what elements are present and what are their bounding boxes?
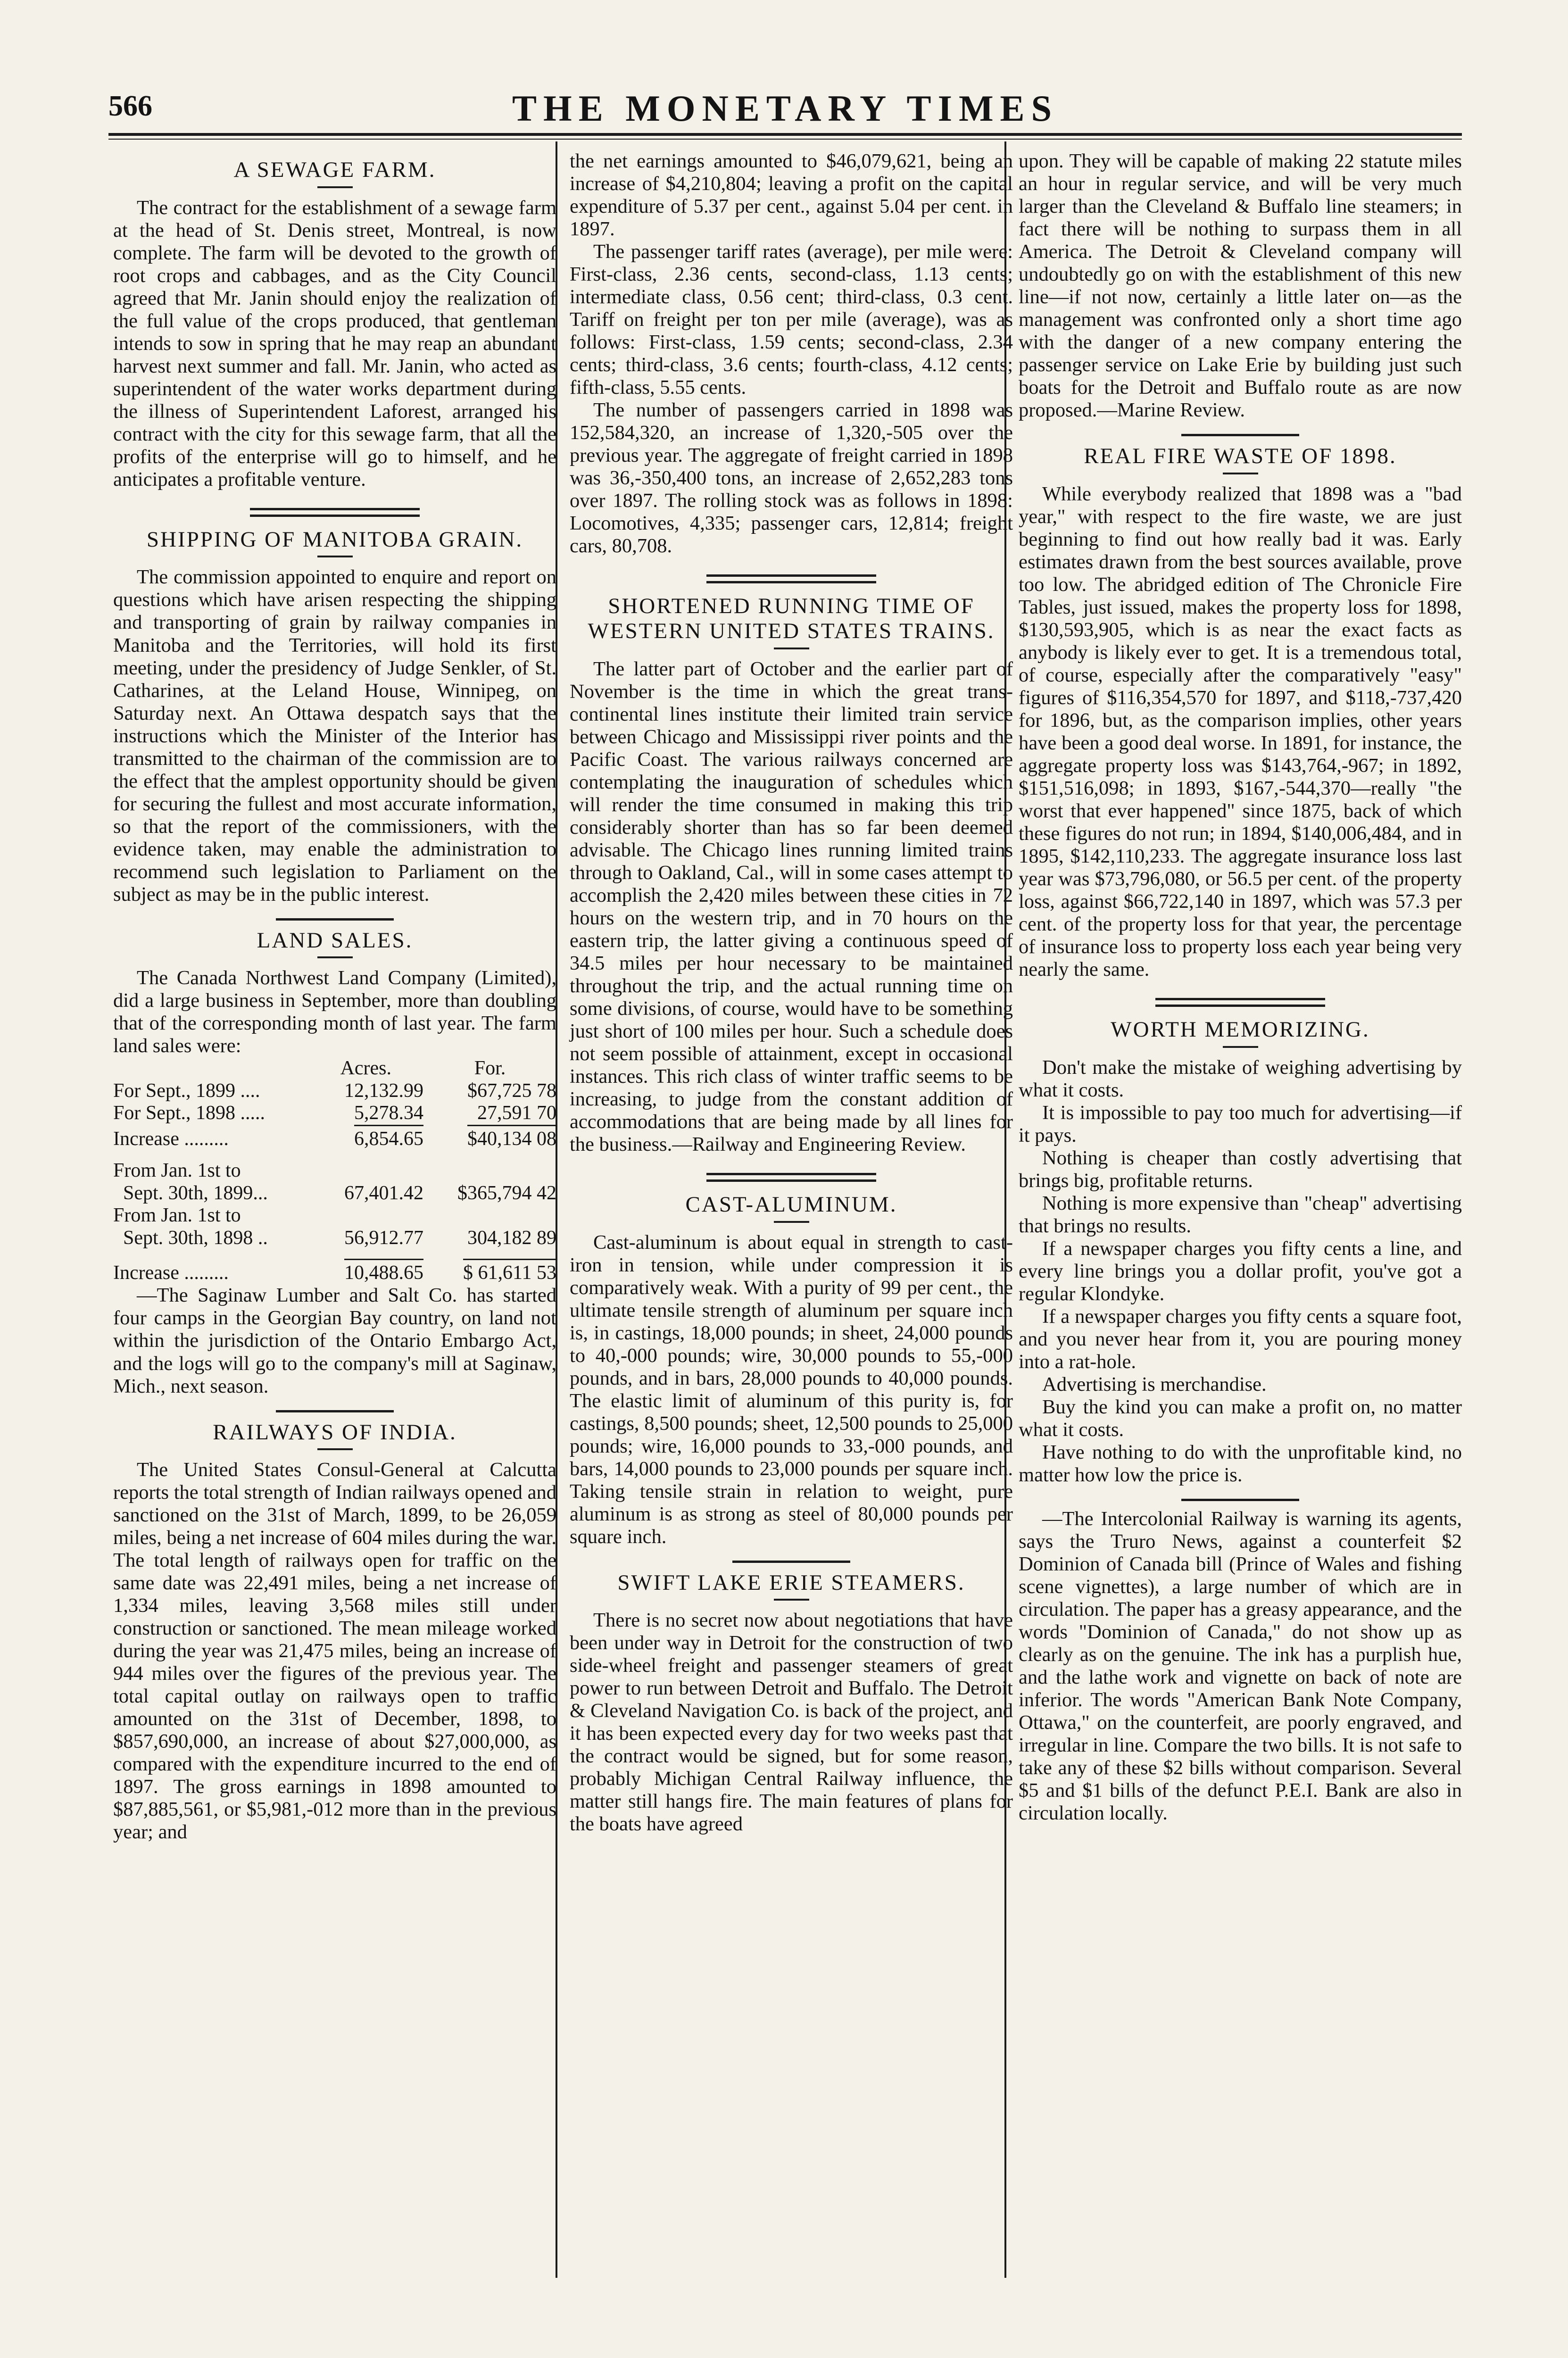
page-number: 566 — [108, 90, 152, 122]
article-separator — [732, 1561, 850, 1563]
article-paragraph: Nothing is more expensive than "cheap" advertising that brings no results. — [1019, 1192, 1462, 1237]
row-label — [113, 1204, 308, 1249]
cell-acres: 67,401.42 — [344, 1182, 423, 1204]
article-paragraph: The contract for the establishment of a sewage farm at the head of St. Denis street, Montreal, is now complete. The farm will be devoted to the growth of root crops and cabbages, and as the City Council agreed that Mr. Janin should enjoy the realization of the full value of the crops produced, that gentleman intends to sow in spring that he may reap an abundant harvest next summer and fall. Mr. Janin, who acted as superintendent of the water works department during the illness of Superintendent Laforest, arranged his contract with the city for this sewage farm, that all the profits of the enterprise will go to himself, and he anticipates a profitable venture. — [113, 196, 556, 490]
row-label-line: From Jan. 1st to — [113, 1160, 241, 1182]
article-intercolonial-counterfeit — [1019, 1508, 1462, 1825]
article-sewage-farm — [113, 158, 556, 491]
title-rule — [1223, 1046, 1258, 1048]
article-paragraph: The commission appointed to enquire and report on questions which have arisen respecting the shipping and transporting of grain by railway companies in Manitoba and the Territories, will hold its first meeting, under the presidency of Judge Senkler, of St. Catharines, at the Leland House, Winnipeg, on Saturday next. An Ottawa despatch says that the instructions which the Minister of the Interior has transmitted to the chairman of the commission are to the effect that the amplest opportunity should be given for securing the fullest and most accurate information, so that the report of the commissioners, with the evidence taken, may enable the administration to recommend such legislation to Parliament on the subject as may be in the public interest. — [113, 566, 556, 905]
article-title: CAST-ALUMINUM. — [685, 1192, 897, 1217]
article-separator — [1155, 998, 1325, 1007]
article-shortened-running-time — [570, 594, 1013, 1156]
land-sales-table — [113, 1057, 556, 1284]
article-separator — [706, 574, 876, 583]
article-paragraph: The passenger tariff rates (average), per mile were: First-class, 2.36 cents, second-class, 1.13 cents; intermediate class, 0.56 cent; third-class, 0.3 cent. Tariff on freight per ton per mile (average), was as follows: First-class, 1.59 cents; second-class, 2.34 cents; third-class, 3.6 cents; fourth-class, 4.12 cents; fifth-class, 5.55 cents. — [570, 241, 1013, 399]
title-rule — [774, 648, 809, 649]
table-row — [113, 1160, 556, 1204]
article-paragraph: Buy the kind you can make a profit on, no matter what it costs. — [1019, 1396, 1462, 1441]
article-separator — [276, 918, 394, 921]
cell-amount — [423, 1259, 556, 1284]
article-cast-aluminum — [570, 1192, 1013, 1548]
column-3 — [1019, 150, 1462, 1825]
article-paragraph: Have nothing to do with the unprofitable kind, no matter how low the price is. — [1019, 1441, 1462, 1486]
article-separator — [250, 508, 420, 517]
article-land-sales — [113, 928, 556, 1398]
article-title: RAILWAYS OF INDIA. — [213, 1420, 457, 1445]
cell-acres: 56,912.77 — [344, 1227, 423, 1249]
table-row-increase — [113, 1125, 556, 1150]
title-rule — [774, 1221, 809, 1223]
cell-acres-value: 10,488.65 — [344, 1259, 423, 1284]
row-label: Increase ......... — [113, 1128, 229, 1150]
article-separator — [706, 1173, 876, 1182]
row-label-line: Sept. 30th, 1898 .. — [123, 1227, 268, 1249]
article-title: SWIFT LAKE ERIE STEAMERS. — [617, 1570, 965, 1595]
article-paragraph: It is impossible to pay too much for advertising—if it pays. — [1019, 1101, 1462, 1146]
cell-amount-value: $40,134 08 — [467, 1125, 556, 1150]
table-row — [113, 1102, 556, 1124]
title-rule — [317, 1448, 353, 1450]
article-lake-erie-steamers-continued — [1019, 150, 1462, 422]
article-paragraph: If a newspaper charges you fifty cents a square foot, and you never hear from it, you are pouring money into a rat-hole. — [1019, 1305, 1462, 1373]
article-real-fire-waste — [1019, 444, 1462, 981]
article-paragraph: —The Saginaw Lumber and Salt Co. has started four camps in the Georgian Bay country, on land not within the jurisdiction of the Ontario Embargo Act, and the logs will go to the company's mill at Saginaw, Mich., next season. — [113, 1284, 556, 1397]
article-railways-india — [113, 1420, 556, 1844]
article-paragraph: The latter part of October and the earlier part of November is the time in which the great trans-continental lines institute their limited train service between Chicago and Mississippi river points and the Pacific Coast. The various railways concerned are contemplating the inauguration of schedules which will render the time consumed in making this trip considerably shorter than has so far been deemed advisable. The Chicago lines running limited trains through to Oakland, Cal., will in some cases attempt to accomplish the 2,420 miles between these cities in 72 hours on the western trip, and in 70 hours on the eastern trip, the latter giving a continuous speed of 34.5 miles per hour necessary to be maintained throughout the trip, and the actual running time on some divisions, of course, would have to be something just short of 100 miles per hour. Such a schedule does not seem possible of attainment, except in occasional instances. This rich class of winter traffic seems to be increasing, to judge from the constant addition of accommodations that are being made by all lines for the business.—Railway and Engineering Review. — [570, 657, 1013, 1155]
article-title: REAL FIRE WASTE OF 1898. — [1084, 444, 1397, 469]
article-paragraph: While everybody realized that 1898 was a "bad year," with respect to the fire waste, we are just beginning to find out how really bad it was. Early estimates drawn from the best sources available, prove too low. The abridged edition of The Chronicle Fire Tables, just issued, makes the property loss for 1898, $130,593,905, which is as near the exact facts as anybody is likely ever to get. It is a tremendous total, of course, especially after the comparatively "easy" figures of $116,354,570 for 1897, and $118,-737,420 for 1896, but, as the comparison implies, other years have been a good deal worse. In 1891, for instance, the aggregate property loss was $143,764,-967; in 1892, $151,516,098; in 1893, $167,-544,370—really "the worst that ever happened" since 1875, back of which these figures do not run; in 1894, $140,006,484, and in 1895, $142,110,233. The aggregate insurance loss last year was $73,796,080, or 56.5 per cent. of the property loss, against $66,722,140 in 1897, which was 57.3 per cent. of the property loss for that year, the percentage of insurance loss to property loss each year being very nearly the same. — [1019, 482, 1462, 981]
cell-amount — [423, 1125, 556, 1150]
header-for: For. — [474, 1057, 506, 1079]
article-separator — [1181, 1499, 1299, 1501]
cell-acres: 12,132.99 — [344, 1079, 423, 1102]
row-label: For Sept., 1899 .... — [113, 1079, 260, 1102]
cell-amount: $365,794 42 — [457, 1182, 556, 1204]
article-railways-india-continued — [570, 150, 1013, 557]
cell-acres: 5,278.34 — [354, 1102, 423, 1124]
row-label-line: Sept. 30th, 1899... — [123, 1182, 268, 1204]
article-paragraph: Advertising is merchandise. — [1042, 1373, 1267, 1395]
cell-acres — [308, 1125, 423, 1150]
article-lake-erie-steamers — [570, 1570, 1013, 1836]
article-title: LAND SALES. — [257, 928, 413, 953]
masthead — [108, 71, 1462, 132]
row-label-line: From Jan. 1st to — [113, 1204, 241, 1227]
table-header-row — [113, 1057, 556, 1079]
header-acres: Acres. — [340, 1057, 392, 1079]
article-separator — [276, 1410, 394, 1412]
article-title: SHORTENED RUNNING TIME OF WESTERN UNITED STATES TRAINS. — [588, 594, 995, 643]
article-title: A SEWAGE FARM. — [233, 158, 436, 182]
article-paragraph: The Canada Northwest Land Company (Limited), did a large business in September, more than doubling that of the corresponding month of last year. The farm land sales were: — [113, 967, 556, 1057]
title-rule — [317, 186, 353, 188]
table-row-increase — [113, 1259, 556, 1284]
cell-amount-value: $ 61,611 53 — [463, 1259, 556, 1284]
cell-amount: 27,591 70 — [477, 1102, 556, 1124]
article-worth-memorizing — [1019, 1017, 1462, 1486]
article-title: WORTH MEMORIZING. — [1111, 1017, 1370, 1042]
cell-amount: 304,182 89 — [467, 1227, 556, 1249]
column-2 — [570, 150, 1013, 1836]
masthead-rule-thin — [108, 139, 1462, 140]
journal-title: THE MONETARY TIMES — [512, 88, 1058, 129]
article-paragraph: There is no secret now about negotiations that have been under way in Detroit for the construction of two side-wheel freight and passenger steamers of great power to run between Detroit and Buffalo. The Detroit & Cleveland Navigation Co. is back of the project, and it has been expected every day for two weeks past that the contract would be signed, but for some reason, probably Michigan Central Railway influence, the matter still hangs fire. The main features of plans for the boats have agreed — [570, 1609, 1013, 1835]
article-paragraph: Don't make the mistake of weighing advertising by what it costs. — [1019, 1056, 1462, 1101]
article-paragraph: upon. They will be capable of making 22 statute miles an hour in regular service, and will be very much larger than the Cleveland & Buffalo line steamers; in fact there will be nothing to surpass them in all America. The Detroit & Cleveland company will undoubtedly go on with the establishment of this new line—if not now, certainly a little later on—as the management was confronted only a short time ago with the danger of a new company entering the passenger service on Lake Erie by building just such boats for the Detroit and Buffalo route as are now proposed.—Marine Review. — [1019, 150, 1462, 422]
cell-acres — [308, 1259, 423, 1284]
article-paragraph: The United States Consul-General at Calcutta reports the total strength of Indian railways opened and sanctioned on the 31st of March, 1899, to be 26,059 miles, being a net increase of 604 miles during the war. The total length of railways open for traffic on the same date was 22,491 miles, being a net increase of 1,334 miles, leaving 3,568 miles still under construction or sanctioned. The mean mileage worked during the year was 21,475 miles, being an increase of 944 miles over the figures of the previous year. The total capital outlay on railways open to traffic amounted on the 31st of December, 1898, to $857,690,000, an increase of about $27,000,000, as compared with the expenditure incurred to the end of 1897. The gross earnings in 1898 amounted to $87,885,561, or $5,981,-012 more than in the previous year; and — [113, 1459, 556, 1843]
article-manitoba-grain — [113, 527, 556, 906]
table-row — [113, 1204, 556, 1249]
cell-amount: $67,725 78 — [467, 1079, 556, 1102]
article-paragraph: —The Intercolonial Railway is warning its agents, says the Truro News, against a counterfeit $2 Dominion of Canada bill (Prince of Wales and fishing scene vignettes), a large number of which are in circulation. The paper has a greasy appearance, and the words "Dominion of Canada," do not show up as clearly as on the genuine. The ink has a purplish hue, and the lathe work and vignette on back of note are inferior. The words "American Bank Note Company, Ottawa," on the counterfeit, are poorly engraved, and irregular in line. Compare the two bills. It is not safe to take any of these $2 bills without comparison. Several $5 and $1 bills of the defunct P.E.I. Bank are also in circulation locally. — [1019, 1508, 1462, 1825]
article-paragraph: Cast-aluminum is about equal in strength to cast-iron in tension, while under compression it is comparatively weak. With a purity of 99 per cent., the ultimate tensile strength of aluminum per square inch is, in castings, 18,000 pounds; in sheet, 24,000 pounds to 40,-000 pounds; wire, 30,000 pounds to 55,-000 pounds, and in bars, 28,000 pounds to 40,000 pounds. The elastic limit of aluminum of this purity is, for castings, 8,500 pounds; sheet, 12,500 pounds to 25,000 pounds; wire, 16,000 pounds to 33,-000 pounds, and bars, 14,000 pounds to 23,000 pounds per square inch. Taking tensile strain in relation to weight, pure aluminum is as strong as steel of 80,000 pounds per square inch. — [570, 1231, 1013, 1548]
column-1 — [113, 150, 556, 1843]
title-rule — [317, 956, 353, 958]
title-rule — [774, 1599, 809, 1601]
row-label: Increase ......... — [113, 1262, 229, 1284]
row-label — [113, 1160, 308, 1204]
title-rule — [1223, 473, 1258, 474]
article-title: SHIPPING OF MANITOBA GRAIN. — [146, 527, 523, 552]
cell-acres-value: 6,854.65 — [354, 1125, 423, 1150]
row-label: For Sept., 1898 ..... — [113, 1102, 265, 1124]
article-paragraph: Nothing is cheaper than costly advertising that brings big, profitable returns. — [1019, 1146, 1462, 1192]
table-row — [113, 1080, 556, 1102]
article-paragraph: The number of passengers carried in 1898 was 152,584,320, an increase of 1,320,-505 over the previous year. The aggregate of freight carried in 1898 was 36,-350,400 tons, an increase of 2,652,283 tons over 1897. The rolling stock was as follows in 1898: Locomotives, 4,335; passenger cars, 12,814; freight cars, 80,708. — [570, 399, 1013, 557]
title-rule — [317, 556, 353, 557]
masthead-rule — [108, 133, 1462, 136]
article-paragraph: If a newspaper charges you fifty cents a line, and every line brings you a dollar profit, you've got a regular Klondyke. — [1019, 1237, 1462, 1305]
article-paragraph: the net earnings amounted to $46,079,621, being an increase of $4,210,804; leaving a profit on the capital expenditure of 5.37 per cent., against 5.04 per cent. in 1897. — [570, 150, 1013, 241]
article-separator — [1181, 434, 1299, 436]
